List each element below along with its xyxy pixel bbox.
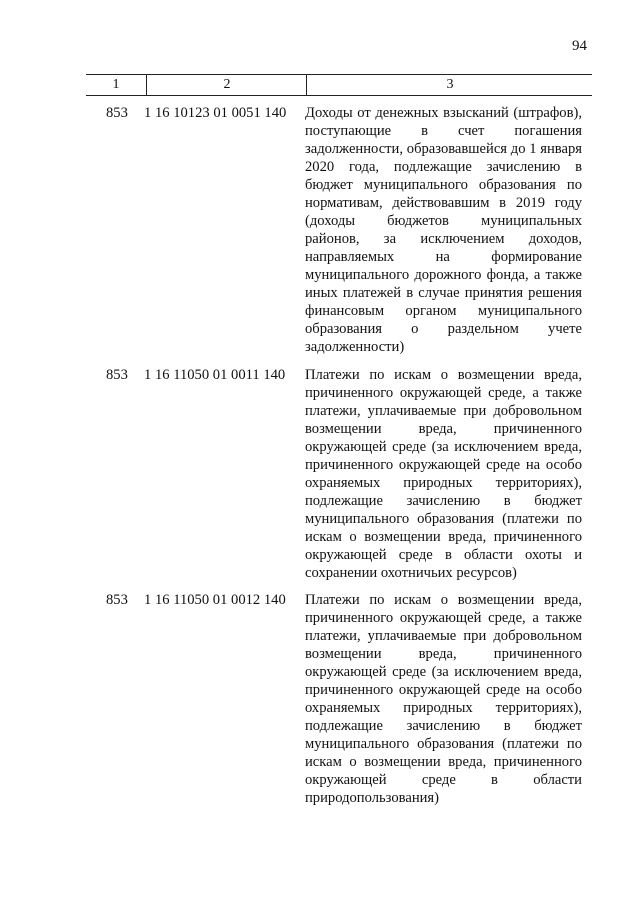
income-description: Платежи по искам о возмещении вреда, причиненного окружающей среде, а также платежи, уплачиваемые при добровольном возмещении вреда, причиненного окружающей среде (за исключением вреда, причиненного окружающей среде на особо охраняемых природных территориях), подлежащие зачислению в бюджет муниципального образования (платежи по искам о возмещении вреда, причиненного окружающей среде в области охоты и сохранении охотничьих ресурсов) bbox=[305, 367, 582, 581]
page-number: 94 bbox=[572, 38, 587, 54]
budget-class-code: 1 16 11050 01 0011 140 bbox=[144, 367, 286, 383]
admin-code: 853 bbox=[106, 592, 128, 608]
header-col-1: 1 bbox=[112, 77, 120, 92]
budget-class-code: 1 16 11050 01 0012 140 bbox=[144, 592, 286, 608]
header-col-2: 2 bbox=[146, 75, 307, 95]
table-header bbox=[86, 74, 592, 96]
income-description: Доходы от денежных взысканий (штрафов), поступающие в счет погашения задолженности, образовавшейся до 1 января 2020 года, подлежащие зачислению в бюджет муниципального образования по нормативам, действовавшим в 2019 году (доходы бюджетов муниципальных районов, за исключением доходов, направляемых на формирование муниципального дорожного фонда, а также иных платежей в случае принятия решения финансовым органом муниципального образования о раздельном учете задолженности) bbox=[305, 105, 582, 355]
header-col-3: 3 bbox=[306, 75, 593, 95]
admin-code: 853 bbox=[106, 105, 128, 121]
admin-code: 853 bbox=[106, 367, 128, 383]
income-description: Платежи по искам о возмещении вреда, причиненного окружающей среде, а также платежи, уплачиваемые при добровольном возмещении вреда, причиненного окружающей среде (за исключением вреда, причиненного окружающей среде на особо охраняемых природных территориях), подлежащие зачислению в бюджет муниципального образования (платежи по искам о возмещении вреда, причиненного окружающей среде в области природопользования) bbox=[305, 592, 582, 806]
budget-class-code: 1 16 10123 01 0051 140 bbox=[144, 105, 287, 121]
